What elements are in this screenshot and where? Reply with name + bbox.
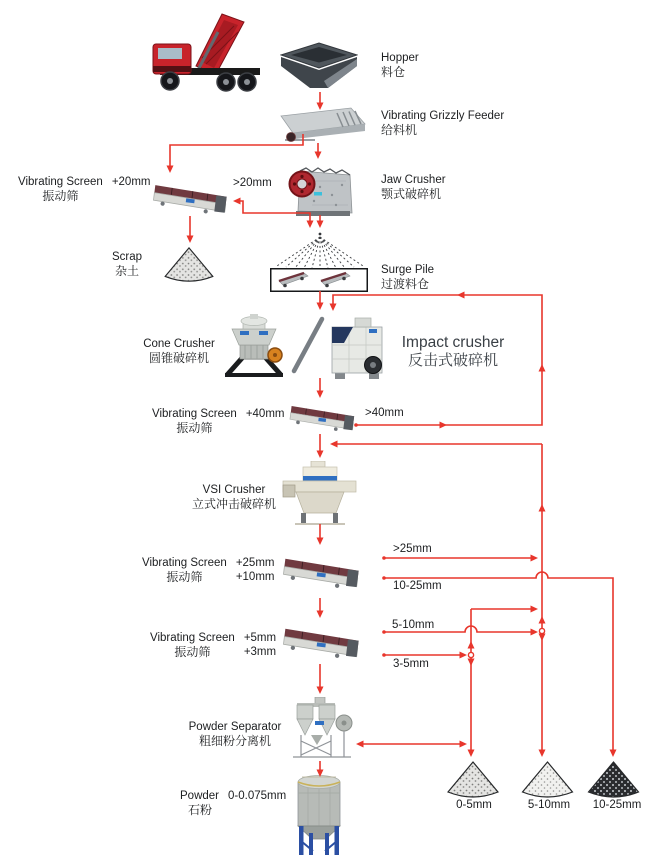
pile-10-25-image xyxy=(585,759,642,801)
separator-label xyxy=(186,721,284,749)
pile-10-25-label: 10-25mm xyxy=(592,799,642,811)
feeder-label-en: Vibrating Grizzly Feeder xyxy=(381,110,505,122)
feeder-label xyxy=(381,110,504,138)
screen5-label-size1: +5mm xyxy=(243,632,277,644)
screen40-label-en: Vibrating Screen xyxy=(152,408,237,420)
jaw-label-zh: 颚式破碎机 xyxy=(381,186,442,201)
stream-10-25-label: 10-25mm xyxy=(393,580,442,592)
pile-0-5-image xyxy=(446,759,500,801)
hopper-label-zh: 料仓 xyxy=(381,64,406,79)
vsi-label xyxy=(188,484,280,512)
powder-separator-image xyxy=(289,697,355,761)
vsi-crusher-image xyxy=(281,461,358,526)
stream-gt40-label: >40mm xyxy=(365,407,404,419)
separator-label-en: Powder Separator xyxy=(188,721,282,733)
screen40-label-zh: 振动筛 xyxy=(176,420,213,435)
screen5-label-en: Vibrating Screen xyxy=(150,632,235,644)
impact-label-zh: 反击式破碎机 xyxy=(407,351,498,369)
pile-0-5-label: 0-5mm xyxy=(456,799,492,811)
hopper-label xyxy=(381,52,419,80)
cone-label-en: Cone Crusher xyxy=(143,338,215,350)
surge-label xyxy=(381,264,434,292)
pile-5-10-image xyxy=(520,759,575,801)
screen40-label xyxy=(152,408,284,436)
dust-spray xyxy=(277,237,363,268)
screen25-label xyxy=(142,557,274,585)
pile-5-10-label: 5-10mm xyxy=(527,799,571,811)
impact-label-en: Impact crusher xyxy=(401,334,505,351)
screen5-label-zh: 振动筛 xyxy=(174,644,211,659)
screen20-label-zh: 振动筛 xyxy=(42,188,79,203)
feeder-label-zh: 给料机 xyxy=(381,122,418,137)
surge-label-en: Surge Pile xyxy=(381,264,435,276)
vibrating-screen-20-image xyxy=(150,178,230,216)
vsi-label-zh: 立式冲击破碎机 xyxy=(191,496,276,511)
impact-crusher-image xyxy=(329,315,387,381)
surge-pile-image xyxy=(270,268,368,292)
stream-5-10-label: 5-10mm xyxy=(392,619,435,631)
screen25-label-size2: +10mm xyxy=(235,570,275,583)
scrap-label-en: Scrap xyxy=(111,251,143,263)
screen20-label xyxy=(18,176,150,204)
jaw-label xyxy=(381,174,446,202)
scrap-pile-image xyxy=(164,245,214,285)
powder-silo-image xyxy=(294,773,344,857)
cone-label-zh: 圆锥破碎机 xyxy=(148,350,209,365)
stream-gt20-label: >20mm xyxy=(233,177,272,189)
impact-label xyxy=(396,334,510,369)
dump-truck-image xyxy=(150,8,264,92)
powder-label-size: 0-0.075mm xyxy=(228,790,287,802)
screen5-label-size2: +3mm xyxy=(243,645,277,658)
screen25-label-zh: 振动筛 xyxy=(166,569,203,584)
screen20-label-size: +20mm xyxy=(111,176,151,188)
hopper-label-en: Hopper xyxy=(381,52,419,64)
cone-label xyxy=(140,338,218,366)
screen40-label-size: +40mm xyxy=(245,408,285,420)
powder-label-en: Powder xyxy=(180,790,219,802)
scrap-label xyxy=(103,251,151,279)
vibrating-screen-25-image xyxy=(280,547,362,595)
vibrating-screen-5-image xyxy=(280,617,362,665)
stream-gt25-label: >25mm xyxy=(393,543,432,555)
jaw-crusher-image xyxy=(288,165,355,218)
surge-label-zh: 过渡料仓 xyxy=(381,276,430,291)
stream-3-5-label: 3-5mm xyxy=(393,658,429,670)
screen25-label-size1: +25mm xyxy=(235,557,275,569)
or-slash xyxy=(291,315,325,375)
grizzly-feeder-image xyxy=(277,106,369,144)
screen5-label xyxy=(150,632,276,660)
vibrating-screen-40-image xyxy=(287,399,357,434)
hopper-image xyxy=(280,41,358,93)
jaw-label-en: Jaw Crusher xyxy=(381,174,446,186)
powder-label xyxy=(180,790,286,818)
powder-label-zh: 石粉 xyxy=(188,802,213,817)
screen25-label-en: Vibrating Screen xyxy=(142,557,227,569)
cone-crusher-image xyxy=(223,313,285,380)
scrap-label-zh: 杂土 xyxy=(114,263,139,278)
separator-label-zh: 粗细粉分离机 xyxy=(198,733,271,748)
vsi-label-en: VSI Crusher xyxy=(202,484,266,496)
screen20-label-en: Vibrating Screen xyxy=(18,176,103,188)
